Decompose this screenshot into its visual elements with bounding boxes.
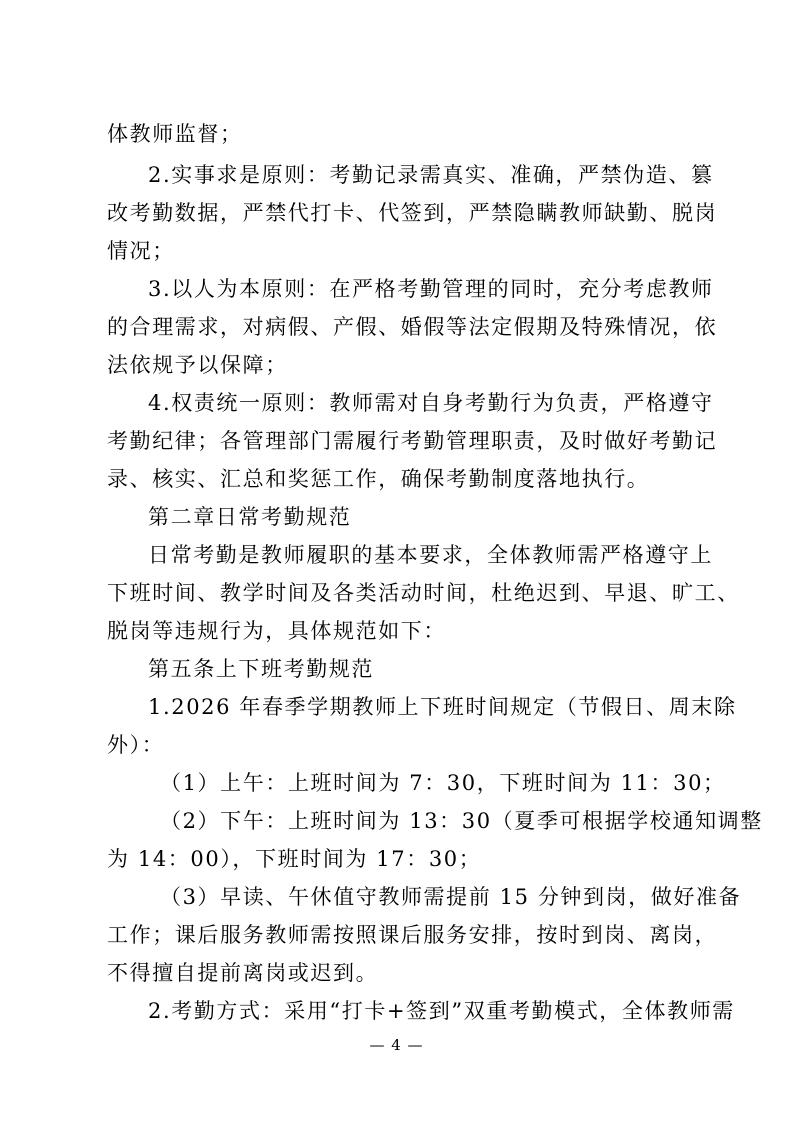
- text-line: 法依规予以保障；: [107, 353, 288, 377]
- text-line: 不得擅自提前离岗或迟到。: [107, 961, 379, 985]
- text-line: （3）早读、午休值守教师需提前 15 分钟到岗，做好准备: [160, 885, 742, 909]
- chapter-heading: 第二章日常考勤规范: [148, 505, 352, 529]
- text-line: 的合理需求，对病假、产假、婚假等法定假期及特殊情况，依: [107, 315, 718, 339]
- text-line: 改考勤数据，严禁代打卡、代签到，严禁隐瞒教师缺勤、脱岗: [107, 201, 718, 225]
- text-line: 1.2026 年春季学期教师上下班时间规定（节假日、周末除: [148, 695, 737, 719]
- text-line: 3.以人为本原则：在严格考勤管理的同时，充分考虑教师: [148, 277, 714, 301]
- text-line: 考勤纪律；各管理部门需履行考勤管理职责，及时做好考勤记: [107, 429, 718, 453]
- text-line: 为 14：00），下班时间为 17：30；: [107, 847, 482, 871]
- text-line: 2.实事求是原则：考勤记录需真实、准确，严禁伪造、篡: [148, 163, 714, 187]
- article-heading: 第五条上下班考勤规范: [148, 657, 374, 681]
- text-line: 2.考勤方式：采用“打卡+签到”双重考勤模式，全体教师需: [148, 999, 735, 1023]
- text-line: 日常考勤是教师履职的基本要求，全体教师需严格遵守上: [148, 543, 713, 567]
- page-number: — 4 —: [369, 1036, 424, 1054]
- text-line: 下班时间、教学时间及各类活动时间，杜绝迟到、早退、旷工、: [107, 581, 740, 605]
- text-line: 情况；: [107, 239, 175, 263]
- text-line: 体教师监督；: [107, 122, 243, 146]
- text-line: （2）下午：上班时间为 13：30（夏季可根据学校通知调整: [160, 809, 763, 833]
- text-line: 外）：: [107, 733, 165, 757]
- text-line: （1）上午：上班时间为 7：30，下班时间为 11：30；: [160, 771, 726, 795]
- text-line: 脱岗等违规行为，具体规范如下：: [107, 619, 446, 643]
- text-line: 4.权责统一原则：教师需对自身考勤行为负责，严格遵守: [148, 391, 714, 415]
- text-line: 工作；课后服务教师需按照课后服务安排，按时到岗、离岗，: [107, 923, 718, 947]
- text-line: 录、核实、汇总和奖惩工作，确保考勤制度落地执行。: [107, 467, 650, 491]
